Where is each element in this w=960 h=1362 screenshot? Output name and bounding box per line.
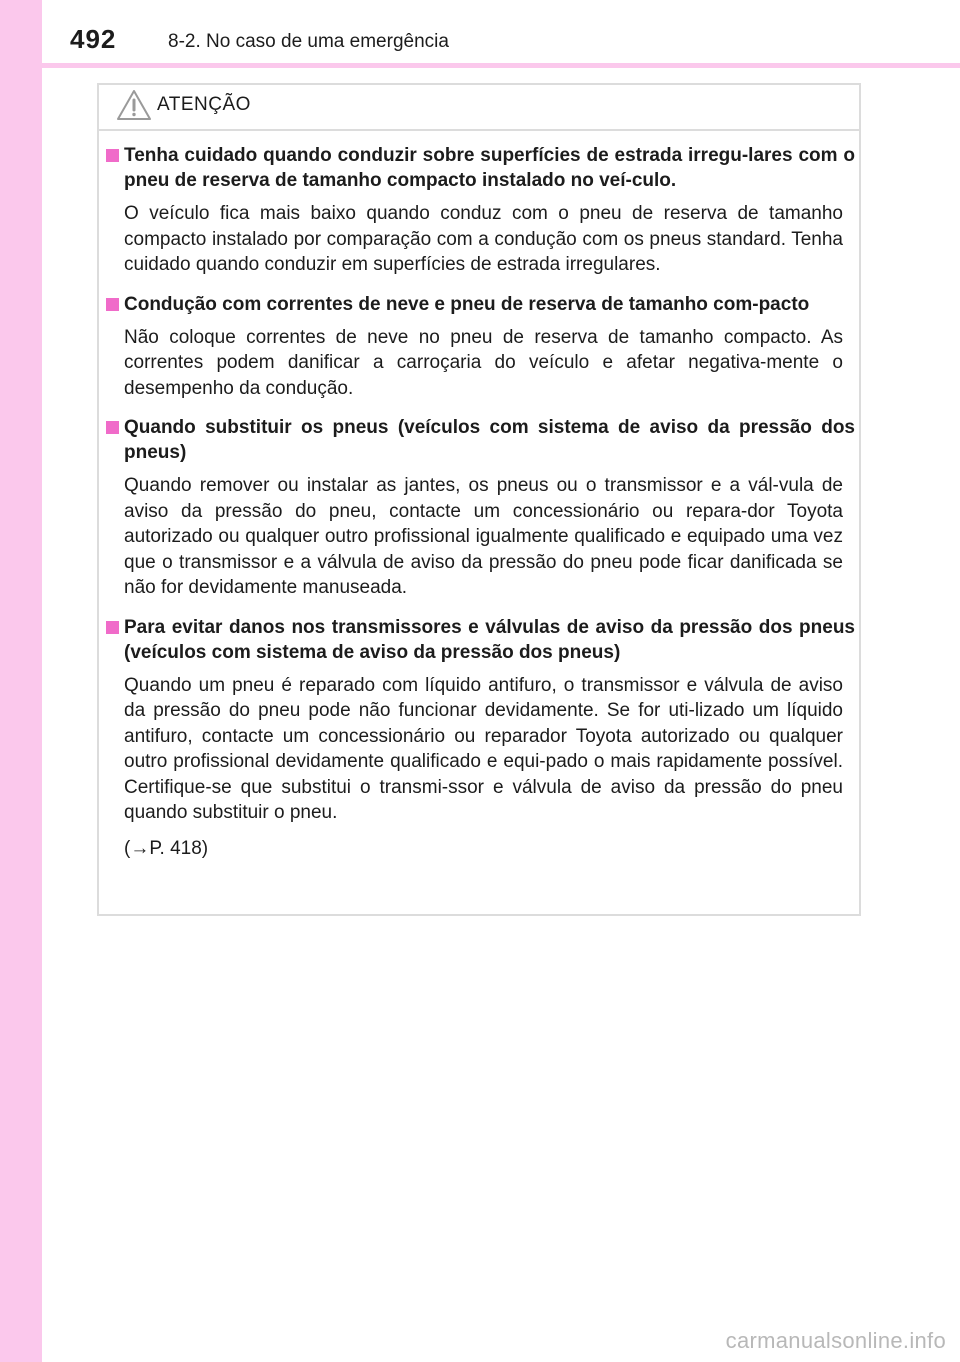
warning-triangle-icon bbox=[116, 89, 152, 121]
item-text: Quando remover ou instalar as jantes, os pneus ou o transmissor e a vál-vula de aviso da pressão do pneu, contacte um concessionário ou repara-dor Toyota autorizado ou qualquer outro profissional igualmente qualificado e equipado uma vez que o transmissor e a válvula de aviso da pressão do pneu pode ficar danificada se não for devidamente manuseada. bbox=[124, 475, 843, 598]
caution-item bbox=[105, 415, 855, 601]
item-heading: Tenha cuidado quando conduzir sobre superfícies de estrada irregu-lares com o pneu de reserva de tamanho compacto instalado no veí-culo. bbox=[105, 143, 855, 193]
item-heading: Condução com correntes de neve e pneu de reserva de tamanho com-pacto bbox=[105, 292, 855, 317]
square-bullet-icon bbox=[106, 421, 119, 434]
item-text: O veículo fica mais baixo quando conduz com o pneu de reserva de tamanho compacto instalado por comparação com a condução com os pneus standard. Tenha cuidado quando conduzir em superfícies de estrada irregulares. bbox=[124, 203, 843, 275]
page-number: 492 bbox=[70, 24, 117, 54]
header-rule bbox=[0, 63, 960, 68]
caution-item bbox=[105, 292, 855, 402]
side-color-band bbox=[0, 0, 42, 1362]
caution-item bbox=[105, 615, 855, 861]
caution-header bbox=[99, 85, 859, 131]
page-reference-link[interactable]: (→P. 418) bbox=[124, 837, 209, 859]
item-text: Quando um pneu é reparado com líquido antifuro, o transmissor e válvula de aviso da pressão do pneu pode não funcionar devidamente. Se for uti-lizado um líquido antifuro, contacte um concessionário ou reparador Toyota autorizado ou qualquer outro profissional devidamente qualificado e equi-pado o mais rapidamente possível. Certifique-se que substitui o transmi-ssor e válvula de aviso da pressão do pneu quando substituir o pneu. bbox=[124, 674, 843, 823]
caution-label: ATENÇÃO bbox=[157, 94, 251, 115]
square-bullet-icon bbox=[106, 149, 119, 162]
watermark: carmanualsonline.info bbox=[725, 1328, 946, 1353]
square-bullet-icon bbox=[106, 621, 119, 634]
caution-box bbox=[97, 83, 861, 916]
caution-body bbox=[105, 143, 855, 875]
item-heading: Quando substituir os pneus (veículos com sistema de aviso da pressão dos pneus) bbox=[105, 415, 855, 465]
item-heading: Para evitar danos nos transmissores e válvulas de aviso da pressão dos pneus (veículos com sistema de aviso da pressão dos pneus) bbox=[105, 615, 855, 665]
section-title: 8-2. No caso de uma emergência bbox=[168, 31, 449, 52]
square-bullet-icon bbox=[106, 298, 119, 311]
caution-item bbox=[105, 143, 855, 278]
item-text: Não coloque correntes de neve no pneu de reserva de tamanho compacto. As correntes podem danificar a carroçaria do veículo e afetar negativa-mente o desempenho da condução. bbox=[124, 326, 843, 399]
